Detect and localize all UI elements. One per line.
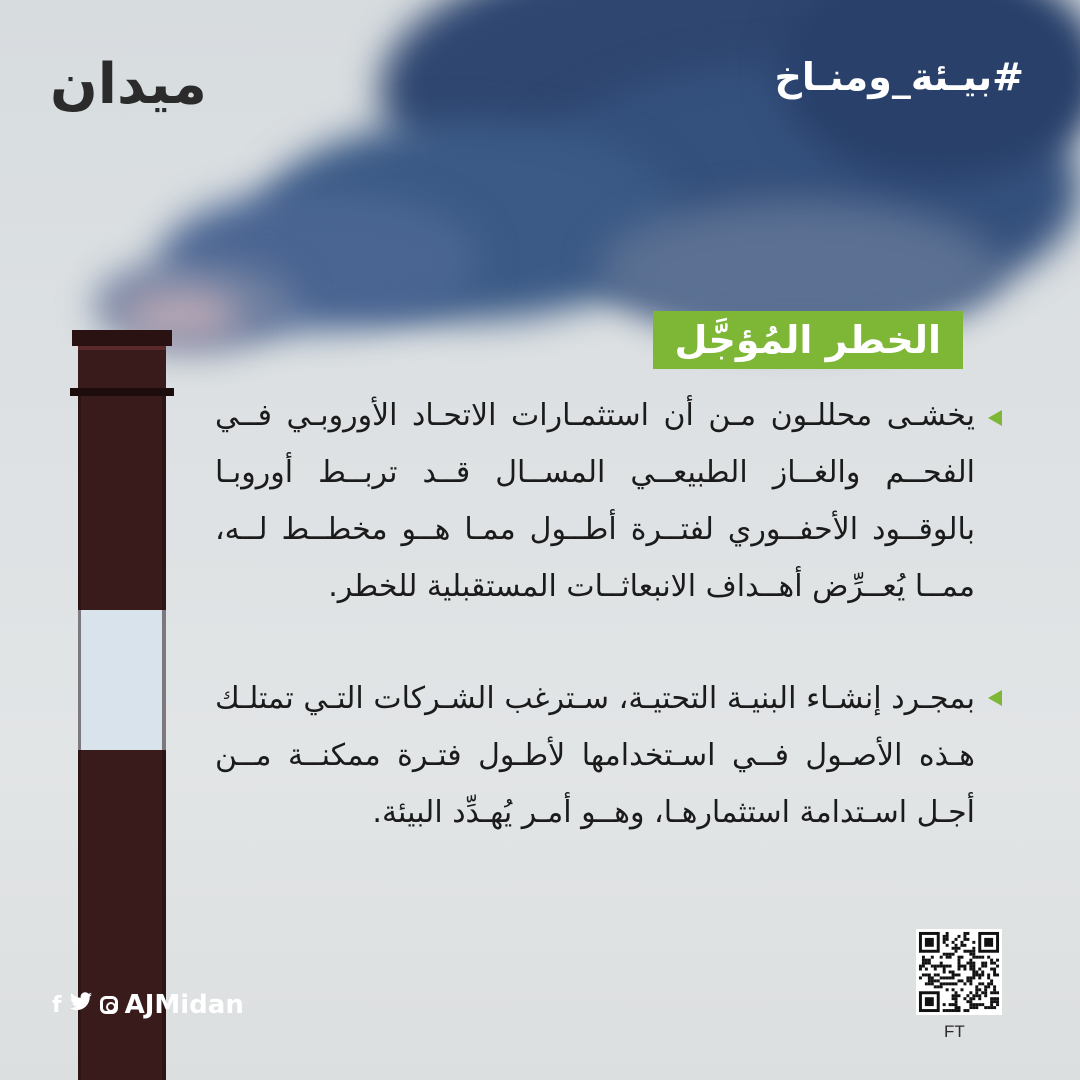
source-label: FT: [944, 1022, 965, 1041]
chimney: [62, 330, 182, 1080]
paragraph-2: بمجـرد إنشـاء البنيـة التحتيـة، سـترغب الشـركات التـي تمتلـك هـذه الأصـول فــي اسـتخدامها لأطـول فتـرة ممكنــة مــن أجـل اسـتدامة استثمارهـا، وهــو أمـر يُهـدِّد البيئة.: [215, 681, 975, 830]
hashtag-label: #بيـئة_ومنـاخ: [774, 55, 1024, 99]
instagram-icon[interactable]: [100, 996, 118, 1014]
facebook-icon[interactable]: f: [52, 992, 62, 1018]
bullet-triangle-icon: [988, 410, 1002, 426]
social-handle[interactable]: AJMidan: [124, 990, 244, 1020]
section-title-box: [653, 311, 963, 369]
paragraph-1: يخشـى محللـون مـن أن استثمـارات الاتحـاد الأوروبـي فــي الفحــم والغــاز الطبيعــي المســال قــد تربــط أوروبـا بالوقــود الأحفــوري لفتــرة أطــول ممـا هــو مخطــط لــه، ممــا يُعــرِّض أهــداف الانبعاثــات المستقبلية للخطر.: [215, 398, 975, 604]
qr-code[interactable]: [916, 929, 1002, 1015]
midan-logo: ميدان: [50, 52, 207, 117]
bullet-triangle-icon: [988, 690, 1002, 706]
social-bar: [52, 990, 244, 1020]
section-title: الخطر المُؤجَّل: [674, 318, 941, 362]
twitter-icon[interactable]: [69, 992, 93, 1018]
